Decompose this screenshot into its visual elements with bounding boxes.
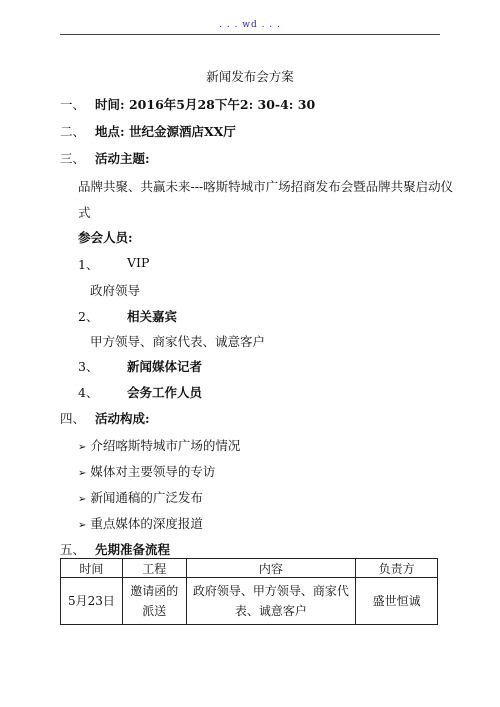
table-row <box>61 578 438 625</box>
group-1-label: VIP <box>127 255 150 270</box>
table-cell-owner: 盛世恒诚 <box>356 578 438 625</box>
list-item: ➢ 重点媒体的深度报道 <box>78 516 203 531</box>
section-1-number: 一、 <box>60 97 86 112</box>
section-1-label: 时间: <box>95 97 125 112</box>
section-4-number: 四、 <box>60 411 86 426</box>
section-2-label: 地点: <box>95 124 125 139</box>
arrow-bullet-icon: ➢ <box>78 468 87 479</box>
table-header-row <box>61 559 438 578</box>
table-header-cell: 负责方 <box>356 559 438 578</box>
table-cell-time: 5月23日 <box>61 578 123 625</box>
preparation-table <box>60 558 438 625</box>
group-2-number: 2、 <box>78 309 99 324</box>
section-2-number: 二、 <box>60 124 86 139</box>
section-5-number: 五、 <box>60 542 86 557</box>
section-5-label: 先期准备流程 <box>95 542 171 557</box>
group-2-desc: 甲方领导、商家代表、诚意客户 <box>90 334 266 349</box>
table-header-cell: 内容 <box>186 559 356 578</box>
group-3-label: 新闻媒体记者 <box>127 359 203 374</box>
document-title: 新闻发布会方案 <box>206 69 294 84</box>
header-rule <box>60 34 440 35</box>
list-item: ➢ 新闻通稿的广泛发布 <box>78 490 203 505</box>
section-2-value: 世纪金源酒店XX厅 <box>128 124 236 139</box>
arrow-bullet-icon: ➢ <box>78 494 87 505</box>
list-item: ➢ 介绍喀斯特城市广场的情况 <box>78 438 241 453</box>
group-3-number: 3、 <box>78 359 99 374</box>
table-cell-task: 邀请函的 派送 <box>122 578 186 625</box>
section-1-time <box>95 95 315 113</box>
section-2-place <box>95 122 236 140</box>
group-1-desc: 政府领导 <box>90 283 141 298</box>
section-1-value: 2016年5月28下午2: 30-4: 30 <box>128 97 316 112</box>
table-header-cell: 工程 <box>122 559 186 578</box>
theme-line-2: 式 <box>78 205 91 220</box>
table-header-cell: 时间 <box>61 559 123 578</box>
arrow-bullet-icon: ➢ <box>78 520 87 531</box>
group-4-number: 4、 <box>78 385 99 400</box>
attendees-label: 参会人员: <box>78 230 133 245</box>
list-item: ➢ 媒体对主要领导的专访 <box>78 464 216 479</box>
group-1-number: 1、 <box>78 257 99 272</box>
page-header-mark: . . . wd . . . <box>219 20 281 30</box>
group-2-label: 相关嘉宾 <box>127 309 178 324</box>
section-4-label: 活动构成: <box>95 411 150 426</box>
table-cell-content: 政府领导、甲方领导、商家代 表、诚意客户 <box>186 578 356 625</box>
theme-line-1: 品牌共聚、共赢未来---喀斯特城市广场招商发布会暨品牌共聚启动仪 <box>78 179 454 194</box>
section-3-label: 活动主题: <box>95 151 150 166</box>
group-4-label: 会务工作人员 <box>127 385 203 400</box>
arrow-bullet-icon: ➢ <box>78 442 87 453</box>
section-3-number: 三、 <box>60 151 86 166</box>
